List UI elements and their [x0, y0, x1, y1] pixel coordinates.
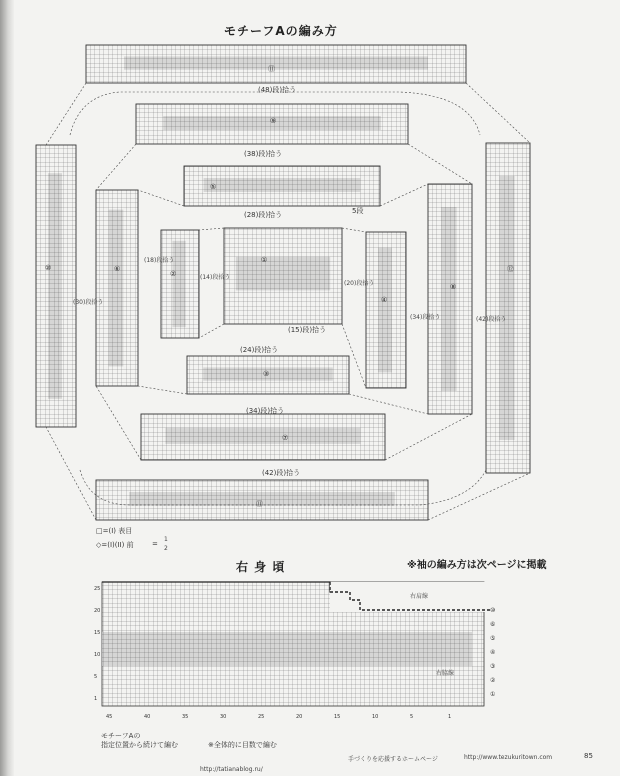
row-label-28: (28)段)拾う	[244, 211, 283, 219]
shoulder-line-label: 右肩線	[410, 593, 429, 600]
right-tick-label: ①	[490, 691, 496, 698]
side-label-20: (20)段拾う	[344, 280, 375, 287]
panel-number-7: ⑦	[282, 434, 289, 442]
panel-number-11-top: ⑪	[268, 65, 275, 73]
right-tick-label: ②	[490, 677, 496, 684]
x-tick-label: 35	[182, 714, 189, 720]
panel-number-2: ②	[170, 270, 177, 278]
row-label-42: (42)段)拾う	[262, 469, 301, 477]
side-label-18: (18)段拾う	[144, 257, 175, 264]
legend-equals: =	[152, 540, 158, 548]
side-label-14: (14)段拾う	[200, 274, 231, 281]
motif-title: モチーフAの編み方	[224, 24, 338, 38]
motif-start-label-2: 指定位置から続けて編む	[101, 741, 178, 749]
side-label-34: (34)段拾う	[410, 314, 441, 321]
panel-number-9: ⑨	[270, 117, 277, 125]
side-line-label: 右脇線	[436, 670, 455, 677]
row-label-34: (34)段)拾う	[246, 407, 285, 415]
legend-fraction-bottom: 2	[164, 545, 168, 552]
y-tick-label: 15	[94, 630, 101, 636]
panel-number-6: ⑥	[114, 265, 121, 273]
panel-number-11-bottom: ⑪	[256, 500, 263, 508]
legend-fraction-top: 1	[164, 536, 168, 543]
right-tick-label: ③	[490, 663, 496, 670]
y-tick-label: 20	[94, 608, 101, 614]
row-label-48: (48)段)拾う	[258, 86, 297, 94]
watermark-url: http://tatianablog.ru/	[200, 766, 263, 773]
sleeve-note: ※袖の編み方は次ページに掲載	[407, 560, 547, 571]
panel-number-3: ③	[263, 370, 270, 378]
body-title: 右 身 頃	[236, 560, 286, 574]
x-tick-label: 15	[334, 714, 341, 720]
y-tick-label: 5	[94, 674, 98, 680]
row-label-38: (38)段)拾う	[244, 150, 283, 158]
row-label-5: 5段	[352, 207, 364, 215]
page-number: 85	[584, 752, 593, 760]
x-tick-label: 1	[448, 714, 452, 720]
panel-number-10: ⑩	[45, 264, 52, 272]
legend-line-1: □=(I) 表目	[96, 527, 133, 535]
row-label-24: (24)段)拾う	[240, 346, 279, 354]
y-tick-label: 25	[94, 586, 101, 592]
panel-number-1: ①	[261, 256, 268, 264]
x-tick-label: 40	[144, 714, 151, 720]
panel-number-8: ⑧	[450, 283, 457, 291]
motif-start-label: モチーフAの	[101, 732, 141, 740]
panel-number-4: ④	[381, 296, 388, 304]
x-tick-label: 25	[258, 714, 265, 720]
x-tick-label: 45	[106, 714, 113, 720]
x-tick-label: 30	[220, 714, 227, 720]
side-label-42: (42)段拾う	[476, 316, 507, 323]
right-tick-label: ⑥	[490, 621, 496, 628]
right-tick-label: ⑩	[490, 607, 496, 614]
right-tick-label: ⑤	[490, 635, 496, 642]
body-bottom-note: ※全体的に目数で編む	[208, 741, 277, 749]
footer-caption: 手づくりを応援するホームページ	[348, 756, 438, 763]
y-tick-label: 10	[94, 652, 101, 658]
row-label-15: (15)段)拾う	[288, 326, 327, 334]
x-tick-label: 5	[410, 714, 414, 720]
panel-number-12: ⑫	[507, 265, 514, 273]
right-tick-label: ④	[490, 649, 496, 656]
x-tick-label: 20	[296, 714, 303, 720]
x-tick-label: 10	[372, 714, 379, 720]
legend-line-2: ◇=(I)(II) 前	[96, 541, 134, 549]
panel-number-5: ⑤	[210, 183, 217, 191]
side-label-30: (30)段拾う	[73, 299, 104, 306]
y-tick-label: 1	[94, 696, 98, 702]
footer-url[interactable]: http://www.tezukuritown.com	[464, 754, 553, 761]
